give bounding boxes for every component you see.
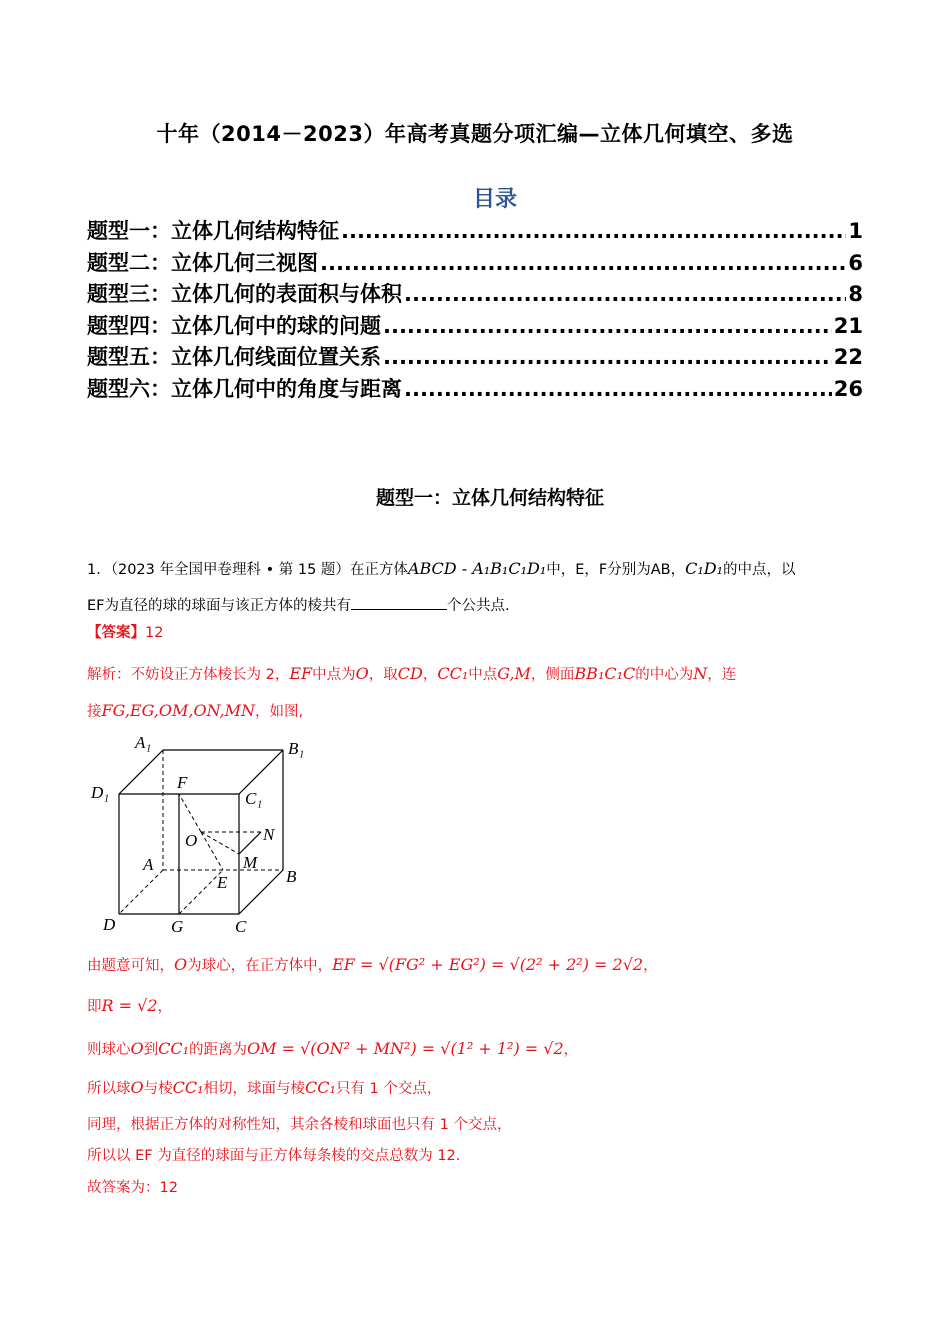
label-B1: B₁ — [288, 739, 305, 758]
label-D1: D₁ — [91, 783, 110, 802]
label-D: D — [103, 915, 116, 934]
label-F: F — [177, 773, 188, 792]
label-C: C — [235, 917, 247, 936]
answer-label: 【答案】 — [87, 625, 145, 641]
toc-item-label: 题型五：立体几何线面位置关系 — [87, 345, 381, 370]
solution-line-4: 所以球O与棱CC₁相切，球面与棱CC₁只有 1 个交点， — [87, 1078, 442, 1097]
toc-heading: 目录 — [472, 187, 517, 212]
toc-item[interactable] — [87, 215, 863, 247]
toc-item-label: 题型四：立体几何中的球的问题 — [87, 313, 381, 338]
toc-item[interactable] — [87, 341, 863, 373]
label-A: A — [143, 855, 154, 874]
toc-item-label: 题型二：立体几何三视图 — [87, 250, 318, 275]
label-O: O — [185, 831, 198, 850]
label-G: G — [171, 917, 184, 936]
solution-line-1: 由题意可知，O为球心，在正方体中，EF = √(FG² + EG²) = √(2² + 2²) = 2√2， — [87, 955, 658, 974]
toc-item[interactable] — [87, 373, 863, 405]
question-text: 1．（2023 年全国甲卷理科 • 第 15 题）在正方体ABCD - A₁B₁C₁D₁中，E，F分别为AB，C₁D₁的中点，以 EF为直径的球的球面与该正方体的棱共有 个公共点. — [87, 559, 796, 614]
toc-item-label: 题型三：立体几何的表面积与体积 — [87, 282, 402, 307]
document-title: 十年（2014－2023）年高考真题分项汇编—立体几何填空、多选 — [156, 122, 794, 146]
section-title: 题型一：立体几何结构特征 — [375, 487, 604, 509]
table-of-contents — [87, 215, 863, 405]
solution-line-6: 所以以 EF 为直径的球面与正方体每条棱的交点总数为 12. — [87, 1148, 461, 1164]
toc-item-page: 21 — [833, 313, 863, 338]
toc-item-page: 6 — [848, 250, 863, 275]
toc-item-page: 8 — [848, 282, 863, 307]
label-C1: C₁ — [245, 789, 263, 808]
label-E: E — [217, 873, 228, 892]
toc-item[interactable] — [87, 247, 863, 279]
toc-item-label: 题型一：立体几何结构特征 — [87, 219, 339, 243]
label-N: N — [263, 825, 275, 844]
toc-item[interactable] — [87, 310, 863, 342]
analysis-text: 解析：不妨设正方体棱长为 2，EF中点为O，取CD，CC₁中点G,M，侧面BB₁C₁C的中心为N，连 接FG,EG,OM,ON,MN，如图, — [87, 664, 737, 720]
solution-line-5: 同理，根据正方体的对称性知，其余各棱和球面也只有 1 个交点， — [87, 1117, 512, 1133]
solution-line-2: 即R = √2， — [87, 996, 172, 1015]
answer-blank — [351, 595, 447, 610]
answer-line — [87, 622, 163, 644]
label-A1: A₁ — [135, 733, 152, 752]
toc-item-page: 1 — [848, 219, 863, 243]
cube-figure — [87, 728, 327, 938]
toc-item-page: 22 — [833, 345, 863, 370]
solution-line-7: 故答案为：12 — [87, 1180, 178, 1196]
toc-item-label: 题型六：立体几何中的角度与距离 — [87, 376, 402, 401]
toc-item-page: 26 — [833, 376, 863, 401]
label-M: M — [243, 853, 258, 872]
answer-value: 12 — [145, 625, 164, 641]
toc-item[interactable] — [87, 278, 863, 310]
label-B: B — [286, 867, 297, 886]
solution-line-3: 则球心O到CC₁的距离为OM = √(ON² + MN²) = √(1² + 1²) = √2， — [87, 1039, 579, 1058]
